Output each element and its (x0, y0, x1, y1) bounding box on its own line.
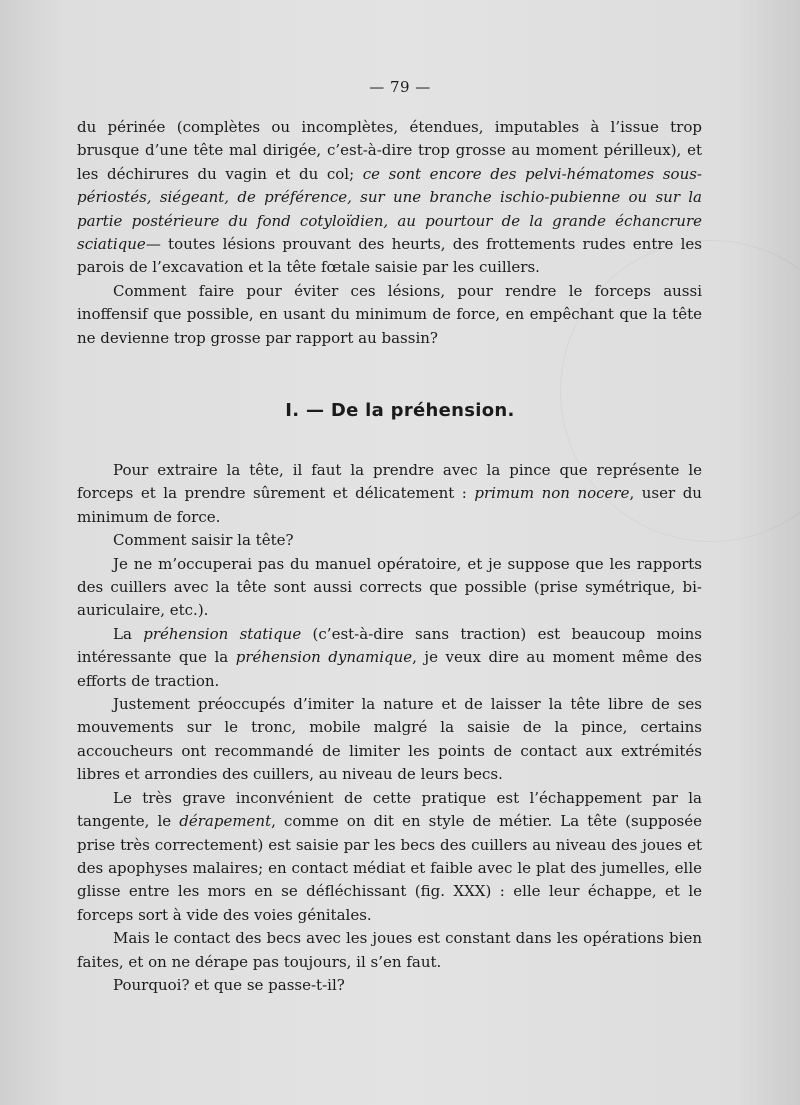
italic-text: préhension statique (143, 624, 302, 643)
text-run: Justement préoccupés d’imiter la nature et de laisser la tête libre de ses mouvements sur le tronc, mobile malgré la saisie de la pince, certains accoucheurs ont recommandé de limiter les points de contact aux extrémités libres et arrondies des cuillers, au niveau de leurs becs. (77, 695, 702, 784)
text-run: Pourquoi? et que se passe-t-il? (113, 975, 345, 994)
text-run: , user du minimum de force. (77, 484, 702, 526)
text-run: Pour extraire la tête, il faut la prendre avec la pince que représente le forceps et la prendre sûrement et délicatement : (77, 461, 702, 503)
paragraph (77, 459, 702, 529)
text-run: , je veux dire au moment même des efforts de traction. (77, 648, 702, 690)
paragraph (77, 529, 702, 552)
text-run: Je ne m’occuperai pas du manuel opératoire, et je suppose que les rapports des cuillers avec la tête sont aussi corrects que possible (prise symétrique, bi-auriculaire, etc.). (77, 554, 702, 620)
text-run: Comment faire pour éviter ces lésions, pour rendre le forceps aussi inoffensif que possible, en usant du minimum de force, en empêchant que la tête ne devienne trop grosse par rapport au bassin? (77, 281, 702, 347)
italic-text: préhension dynamique (235, 648, 413, 667)
section-heading: I. — De la préhension. (285, 400, 515, 421)
text-run: — toutes lésions prouvant des heurts, des frottements rudes entre les parois de l’excavation et la tête fœtale saisie par les cuillers. (77, 235, 702, 277)
text-run: La (113, 624, 144, 643)
italic-text: primum non nocere (474, 484, 630, 503)
text-run: du périnée (complètes ou incomplètes, étendues, imputables à l’issue trop brusque d’une tête mal dirigée, c’est-à-dire trop grosse au moment périlleux), et les déchirures du vagin et du col; (77, 118, 702, 183)
italic-text: ce sont encore des pelvi-hématomes sous-périostés, siégeant, de préférence, sur une branche ischio-pubienne ou sur la partie postérieure du fond cotyloïdien, au pourtour de la grande échancrure sciatique (77, 164, 702, 254)
section-text-block (77, 459, 702, 997)
paragraph (77, 974, 702, 997)
paragraph (77, 787, 702, 927)
paragraph (77, 280, 702, 350)
paragraph (77, 927, 702, 974)
paragraph (77, 693, 702, 787)
text-run: Comment saisir la tête? (113, 531, 294, 550)
italic-text: dérapement (179, 812, 272, 831)
text-run: , comme on dit en style de métier. La tête (supposée prise très correctement) est saisie par les becs des cuillers au niveau des joues et des apophyses malaires; en contact médiat et faible avec le plat des jumelles, elle glisse entre les mors en se défléchissant (fig. XXX) : elle leur échappe, et le forceps sort à vide des voies génitales. (77, 812, 702, 924)
text-run: Mais le contact des becs avec les joues est constant dans les opérations bien faites, et on ne dérape pas toujours, il s’en faut. (77, 929, 702, 971)
paragraph (77, 623, 702, 693)
text-run: Le très grave inconvénient de cette pratique est l’échappement par la tangente, le (77, 788, 702, 831)
text-run: (c’est-à-dire sans traction) est beaucoup moins intéressante que la (77, 624, 703, 667)
paragraph (77, 553, 702, 623)
page-number: — 79 — (369, 78, 431, 96)
paragraph (77, 116, 702, 280)
intro-text-block (77, 116, 702, 350)
